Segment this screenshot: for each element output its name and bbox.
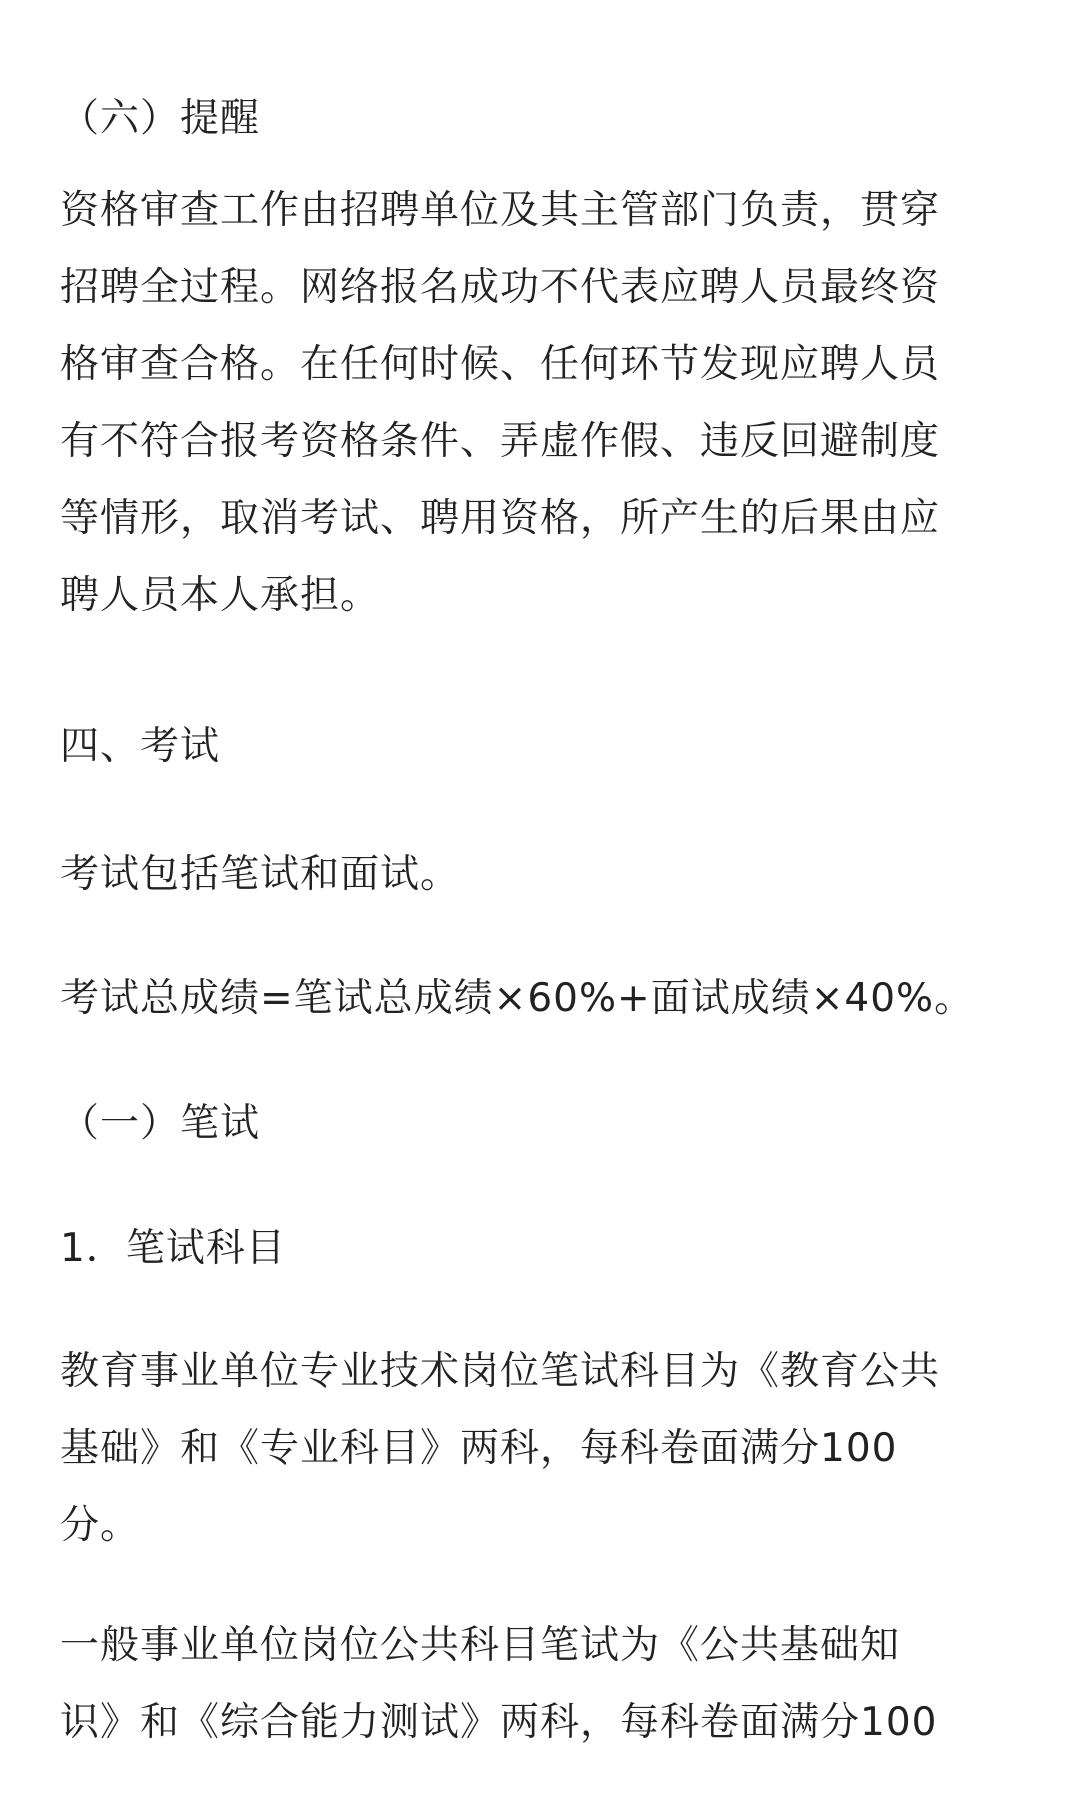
- paragraph-line: 招聘全过程。网络报名成功不代表应聘人员最终资: [60, 265, 941, 310]
- paragraph-line: 格审查合格。在任何时候、任何环节发现应聘人员: [60, 342, 941, 387]
- paragraph-line: 聘人员本人承担。: [60, 573, 381, 618]
- paragraph-line: 资格审查工作由招聘单位及其主管部门负责，贯穿: [60, 188, 941, 233]
- paragraph-line: 基础》和《专业科目》两科，每科卷面满分100: [60, 1426, 898, 1471]
- section-heading-reminder: （六）提醒: [60, 96, 261, 141]
- paragraph-line: 等情形，取消考试、聘用资格，所产生的后果由应: [60, 496, 941, 541]
- paragraph-line: 识》和《综合能力测试》两科，每科卷面满分100: [60, 1700, 938, 1745]
- section-heading-subjects: 1．笔试科目: [60, 1226, 286, 1271]
- paragraph-exam-intro: 考试包括笔试和面试。: [60, 852, 461, 897]
- paragraph-line: 分。: [60, 1503, 141, 1548]
- paragraph-reminder: [60, 172, 1020, 634]
- paragraph-education-subjects: [60, 1333, 1020, 1564]
- section-heading-written-exam: （一）笔试: [60, 1101, 261, 1146]
- paragraph-line: 有不符合报考资格条件、弄虚作假、违反回避制度: [60, 419, 941, 464]
- paragraph-general-subjects: [60, 1607, 1020, 1761]
- paragraph-line: 教育事业单位专业技术岗位笔试科目为《教育公共: [60, 1349, 941, 1394]
- paragraph-exam-formula: 考试总成绩=笔试总成绩×60%+面试成绩×40%。: [60, 976, 975, 1021]
- paragraph-line: 一般事业单位岗位公共科目笔试为《公共基础知: [60, 1623, 901, 1668]
- section-heading-exam: 四、考试: [60, 724, 221, 769]
